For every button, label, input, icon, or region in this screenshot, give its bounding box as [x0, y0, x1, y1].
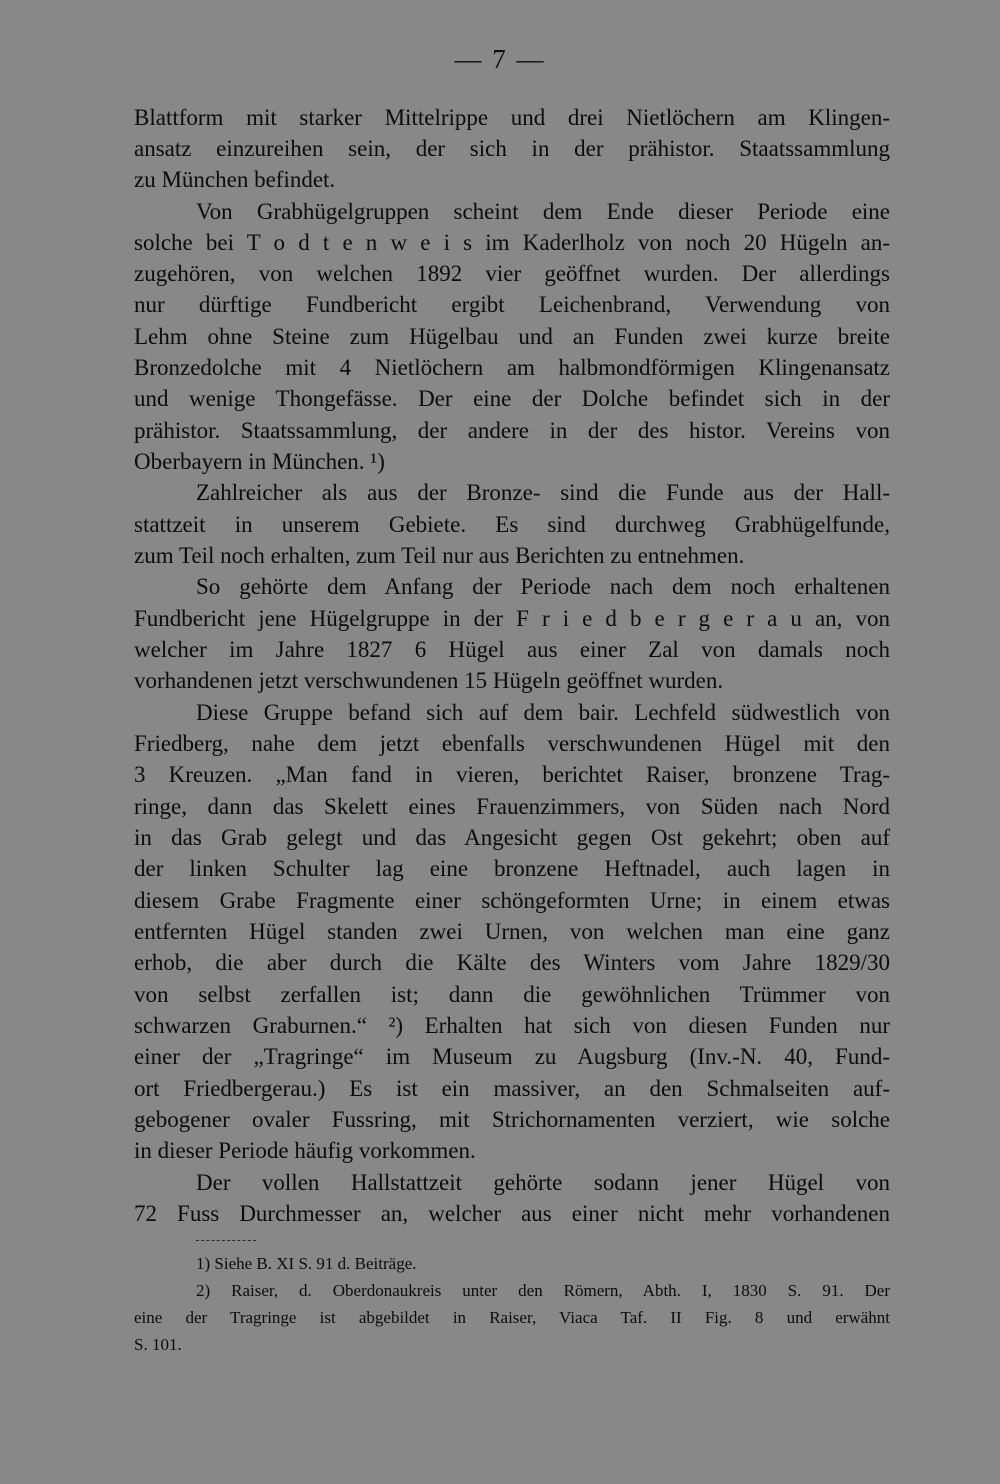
- footnote-line: 2) Raiser, d. Oberdonaukreis unter den Römern, Abth. I, 1830 S. 91. Der: [196, 1281, 890, 1300]
- footnote-line: eine der Tragringe ist abgebildet in Raiser, Viaca Taf. II Fig. 8 und erwähnt: [134, 1308, 890, 1327]
- text-line: in das Grab gelegt und das Angesicht gegen Ost gekehrt; oben auf: [134, 825, 890, 850]
- text-line: solche bei T o d t e n w e i s im Kaderlholz von noch 20 Hügeln an-: [134, 230, 890, 255]
- text-line: 72 Fuss Durchmesser an, welcher aus einer nicht mehr vorhandenen: [134, 1201, 890, 1226]
- footnote-line: S. 101.: [134, 1335, 182, 1354]
- text-line: welcher im Jahre 1827 6 Hügel aus einer Zal von damals noch: [134, 637, 890, 662]
- text-line: ringe, dann das Skelett eines Frauenzimmers, von Süden nach Nord: [134, 794, 890, 819]
- text-line: Fundbericht jene Hügelgruppe in der F r i e d b e r g e r a u an, von: [134, 606, 890, 631]
- text-line: einer der „Tragringe“ im Museum zu Augsburg (Inv.-N. 40, Fund-: [134, 1044, 890, 1069]
- footnote-separator: [196, 1240, 256, 1241]
- page-number: — 7 —: [454, 44, 546, 74]
- text-line: Diese Gruppe befand sich auf dem bair. Lechfeld südwestlich von: [196, 700, 890, 725]
- text-line: zugehören, von welchen 1892 vier geöffnet wurden. Der allerdings: [134, 261, 890, 286]
- text-line: schwarzen Graburnen.“ ²) Erhalten hat sich von diesen Funden nur: [134, 1013, 890, 1038]
- text-line: diesem Grabe Fragmente einer schöngeformten Urne; in einem etwas: [134, 888, 890, 913]
- text-line: Von Grabhügelgruppen scheint dem Ende dieser Periode eine: [196, 199, 890, 224]
- text-line: gebogener ovaler Fussring, mit Strichornamenten verziert, wie solche: [134, 1107, 890, 1132]
- text-line: ort Friedbergerau.) Es ist ein massiver, an den Schmalseiten auf-: [134, 1076, 890, 1101]
- text-line: Lehm ohne Steine zum Hügelbau und an Funden zwei kurze breite: [134, 324, 890, 349]
- text-line: von selbst zerfallen ist; dann die gewöhnlichen Trümmer von: [134, 982, 890, 1007]
- text-line: entfernten Hügel standen zwei Urnen, von welchen man eine ganz: [134, 919, 890, 944]
- text-line: zum Teil noch erhalten, zum Teil nur aus Berichten zu entnehmen.: [134, 543, 745, 568]
- text-line: Oberbayern in München. ¹): [134, 449, 385, 474]
- text-line: vorhandenen jetzt verschwundenen 15 Hügeln geöffnet wurden.: [134, 668, 724, 693]
- text-line: So gehörte dem Anfang der Periode nach dem noch erhaltenen: [196, 574, 890, 599]
- text-line: stattzeit in unserem Gebiete. Es sind durchweg Grabhügelfunde,: [134, 512, 890, 537]
- footnote-line: 1) Siehe B. XI S. 91 d. Beiträge.: [196, 1254, 417, 1273]
- text-line: in dieser Periode häufig vorkommen.: [134, 1138, 476, 1163]
- text-line: nur dürftige Fundbericht ergibt Leichenbrand, Verwendung von: [134, 292, 890, 317]
- text-line: Blattform mit starker Mittelrippe und drei Nietlöchern am Klingen-: [134, 105, 890, 130]
- text-line: 3 Kreuzen. „Man fand in vieren, berichtet Raiser, bronzene Trag-: [134, 762, 890, 787]
- text-line: Zahlreicher als aus der Bronze- sind die Funde aus der Hall-: [196, 480, 890, 505]
- text-line: zu München befindet.: [134, 167, 336, 192]
- text-line: Bronzedolche mit 4 Nietlöchern am halbmondförmigen Klingenansatz: [134, 355, 890, 380]
- text-line: Friedberg, nahe dem jetzt ebenfalls verschwundenen Hügel mit den: [134, 731, 890, 756]
- text-line: der linken Schulter lag eine bronzene Heftnadel, auch lagen in: [134, 856, 890, 881]
- text-line: Der vollen Hallstattzeit gehörte sodann jener Hügel von: [196, 1170, 890, 1195]
- text-line: ansatz einzureihen sein, der sich in der prähistor. Staatssammlung: [134, 136, 890, 161]
- text-line: prähistor. Staatssammlung, der andere in der des histor. Vereins von: [134, 418, 890, 443]
- text-line: und wenige Thongefässe. Der eine der Dolche befindet sich in der: [134, 386, 890, 411]
- text-line: erhob, die aber durch die Kälte des Winters vom Jahre 1829/30: [134, 950, 890, 975]
